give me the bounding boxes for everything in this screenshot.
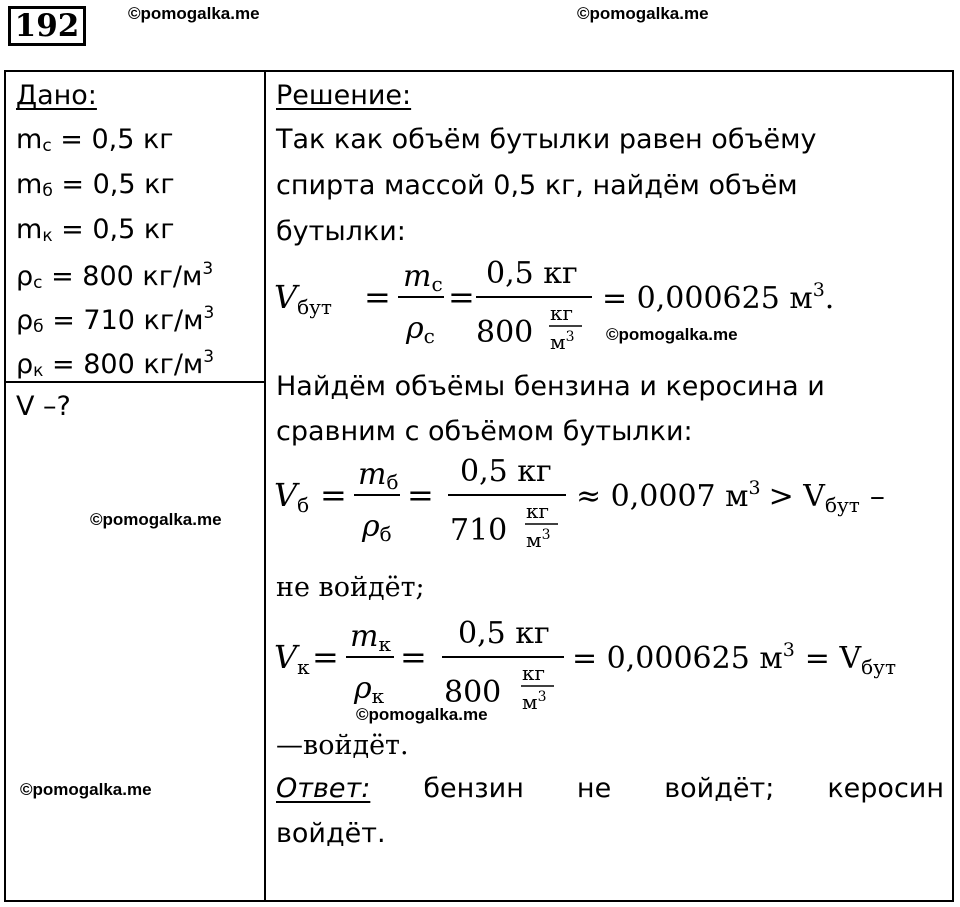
eq2-unit-kg: кг [526,499,549,523]
intro-line-2: спирта массой 0,5 кг, найдём объём [276,170,798,201]
eq3-cmp-sub: бут [861,655,897,679]
svg-text:Vбут [274,278,332,319]
eq3-den-number: 800 [444,675,502,710]
find-volume: V –? [16,391,71,422]
eq1-equals-1: = [364,278,391,316]
intro-line-1: Так как объём бутылки равен объёму [276,124,817,155]
given-row-mass-alcohol: $m_с = 0,5$ кг [16,124,174,156]
eq1-V: V [274,278,298,316]
eq3-unit-m: м [522,690,538,714]
eq2-result: ≈ 0,0007 м [576,479,749,514]
eq2-m-sub: б [386,470,399,494]
eq3-unit-exp: 3 [537,689,547,705]
svg-text:≈ 0,0007 м3> Vбут– [576,477,885,517]
eq3-cmp: = V [804,641,862,676]
eq3-rho: ρ [354,671,372,706]
svg-text:= 0,000625 м3. [602,279,834,316]
eq1-V-sub: бут [297,295,332,319]
eq2-V: V [274,476,298,514]
eq2-unit-exp: 3 [541,527,551,543]
svg-text:м3 [522,689,546,714]
given-title: Дано: [16,80,97,111]
given-row-density-gasoline: $\rho_б = 710$ $кг/м^3$ [16,303,215,337]
answer-word-4: керосин [827,773,944,804]
svg-text:mб [358,457,399,494]
eq2-cmp-sub: бут [824,493,860,517]
watermark-top-right: ©pomogalka.me [577,4,709,23]
eq2-equals-1: = [320,476,347,514]
eq2-result-exp: 3 [748,477,761,499]
eq2-cmp-tail: – [869,479,885,514]
answer-word-2: не [576,773,612,804]
given-row-density-kerosene: $\rho_к = 800$ $кг/м^3$ [16,347,215,381]
svg-text:mк [350,619,391,656]
eq3-numerator: 0,5 кг [458,616,550,651]
eq3-equals-1: = [312,638,339,676]
eq2-numerator: 0,5 кг [460,454,552,489]
watermark-eq1: ©pomogalka.me [606,325,738,344]
eq3-rho-sub: к [371,684,385,708]
eq1-result-exp: 3 [812,279,825,301]
eq2-cmp: > V [768,479,825,514]
answer-label: Ответ: [276,773,371,804]
eq1-numerator: 0,5 кг [486,256,578,291]
eq2-rho: ρ [362,509,380,544]
eq1-rho-sub: с [423,324,435,348]
intro-line-3: бутылки: [276,216,406,247]
svg-text:ρб [361,509,392,546]
answer-tail: войдёт. [276,818,386,849]
eq2-den-number: 710 [450,513,508,548]
svg-text:м3 [526,527,550,552]
watermark-eq3: ©pomogalka.me [356,705,488,724]
column-divider [264,70,266,902]
watermark-left-middle: ©pomogalka.me [90,510,222,529]
task-number: 192 [8,6,86,46]
mid-line-2: сравним с объёмом бутылки: [276,416,693,447]
eq1-unit-kg: кг [550,301,573,325]
given-row-mass-gasoline: $m_б = 0,5$ кг [16,169,175,201]
eq1-m-sub: с [431,272,443,296]
svg-text:ρс [405,311,435,348]
eq2-m: m [358,457,387,492]
svg-text:mс [403,259,443,296]
svg-text:= 0,000625 м3= Vбут [572,639,896,679]
mid-line-1: Найдём объёмы бензина и керосина и [276,371,825,402]
eq3-result-exp: 3 [782,639,795,661]
answer-line [276,773,944,804]
eq3-result: = 0,000625 м [572,641,783,676]
eq1-unit-exp: 3 [565,329,575,345]
given-row-mass-kerosene: $m_к = 0,5$ кг [16,214,175,246]
eq1-equals-2: = [448,278,475,316]
eq2-equals-2: = [407,476,434,514]
eq2-unit-m: м [526,528,542,552]
given-row-density-alcohol: $\rho_с = 800$ $кг/м^3$ [16,259,214,293]
svg-text:Vк [274,638,310,679]
eq1-result: = 0,000625 м [602,281,813,316]
eq3-unit-kg: кг [522,661,545,685]
watermark-top-left: ©pomogalka.me [128,4,260,23]
eq1-rho: ρ [406,311,424,346]
eq1-m: m [403,259,432,294]
eq2-rho-sub: б [379,522,392,546]
eq1-unit-m: м [550,330,566,354]
eq3-m: m [350,619,379,654]
svg-text:м3 [550,329,574,354]
equation-kerosene-volume [270,610,960,720]
eq2-V-sub: б [297,493,310,517]
solution-title: Решение: [276,80,412,111]
answer-word-1: бензин [423,773,524,804]
eq3-V-sub: к [297,655,310,679]
eq3-equals-2: = [400,638,427,676]
eq1-den-number: 800 [476,315,534,350]
svg-text:ρк [353,671,385,708]
svg-text:Vб [274,476,309,517]
eq1-result-tail: . [824,281,835,316]
watermark-left-bottom: ©pomogalka.me [20,780,152,799]
eq3-m-sub: к [378,632,391,656]
answer-word-3: войдёт; [664,773,775,804]
note-gasoline: не войдёт; [276,572,425,603]
given-divider [4,381,266,383]
equation-gasoline-volume [270,448,960,558]
note-kerosene: —войдёт. [276,730,409,761]
eq3-V: V [274,638,298,676]
